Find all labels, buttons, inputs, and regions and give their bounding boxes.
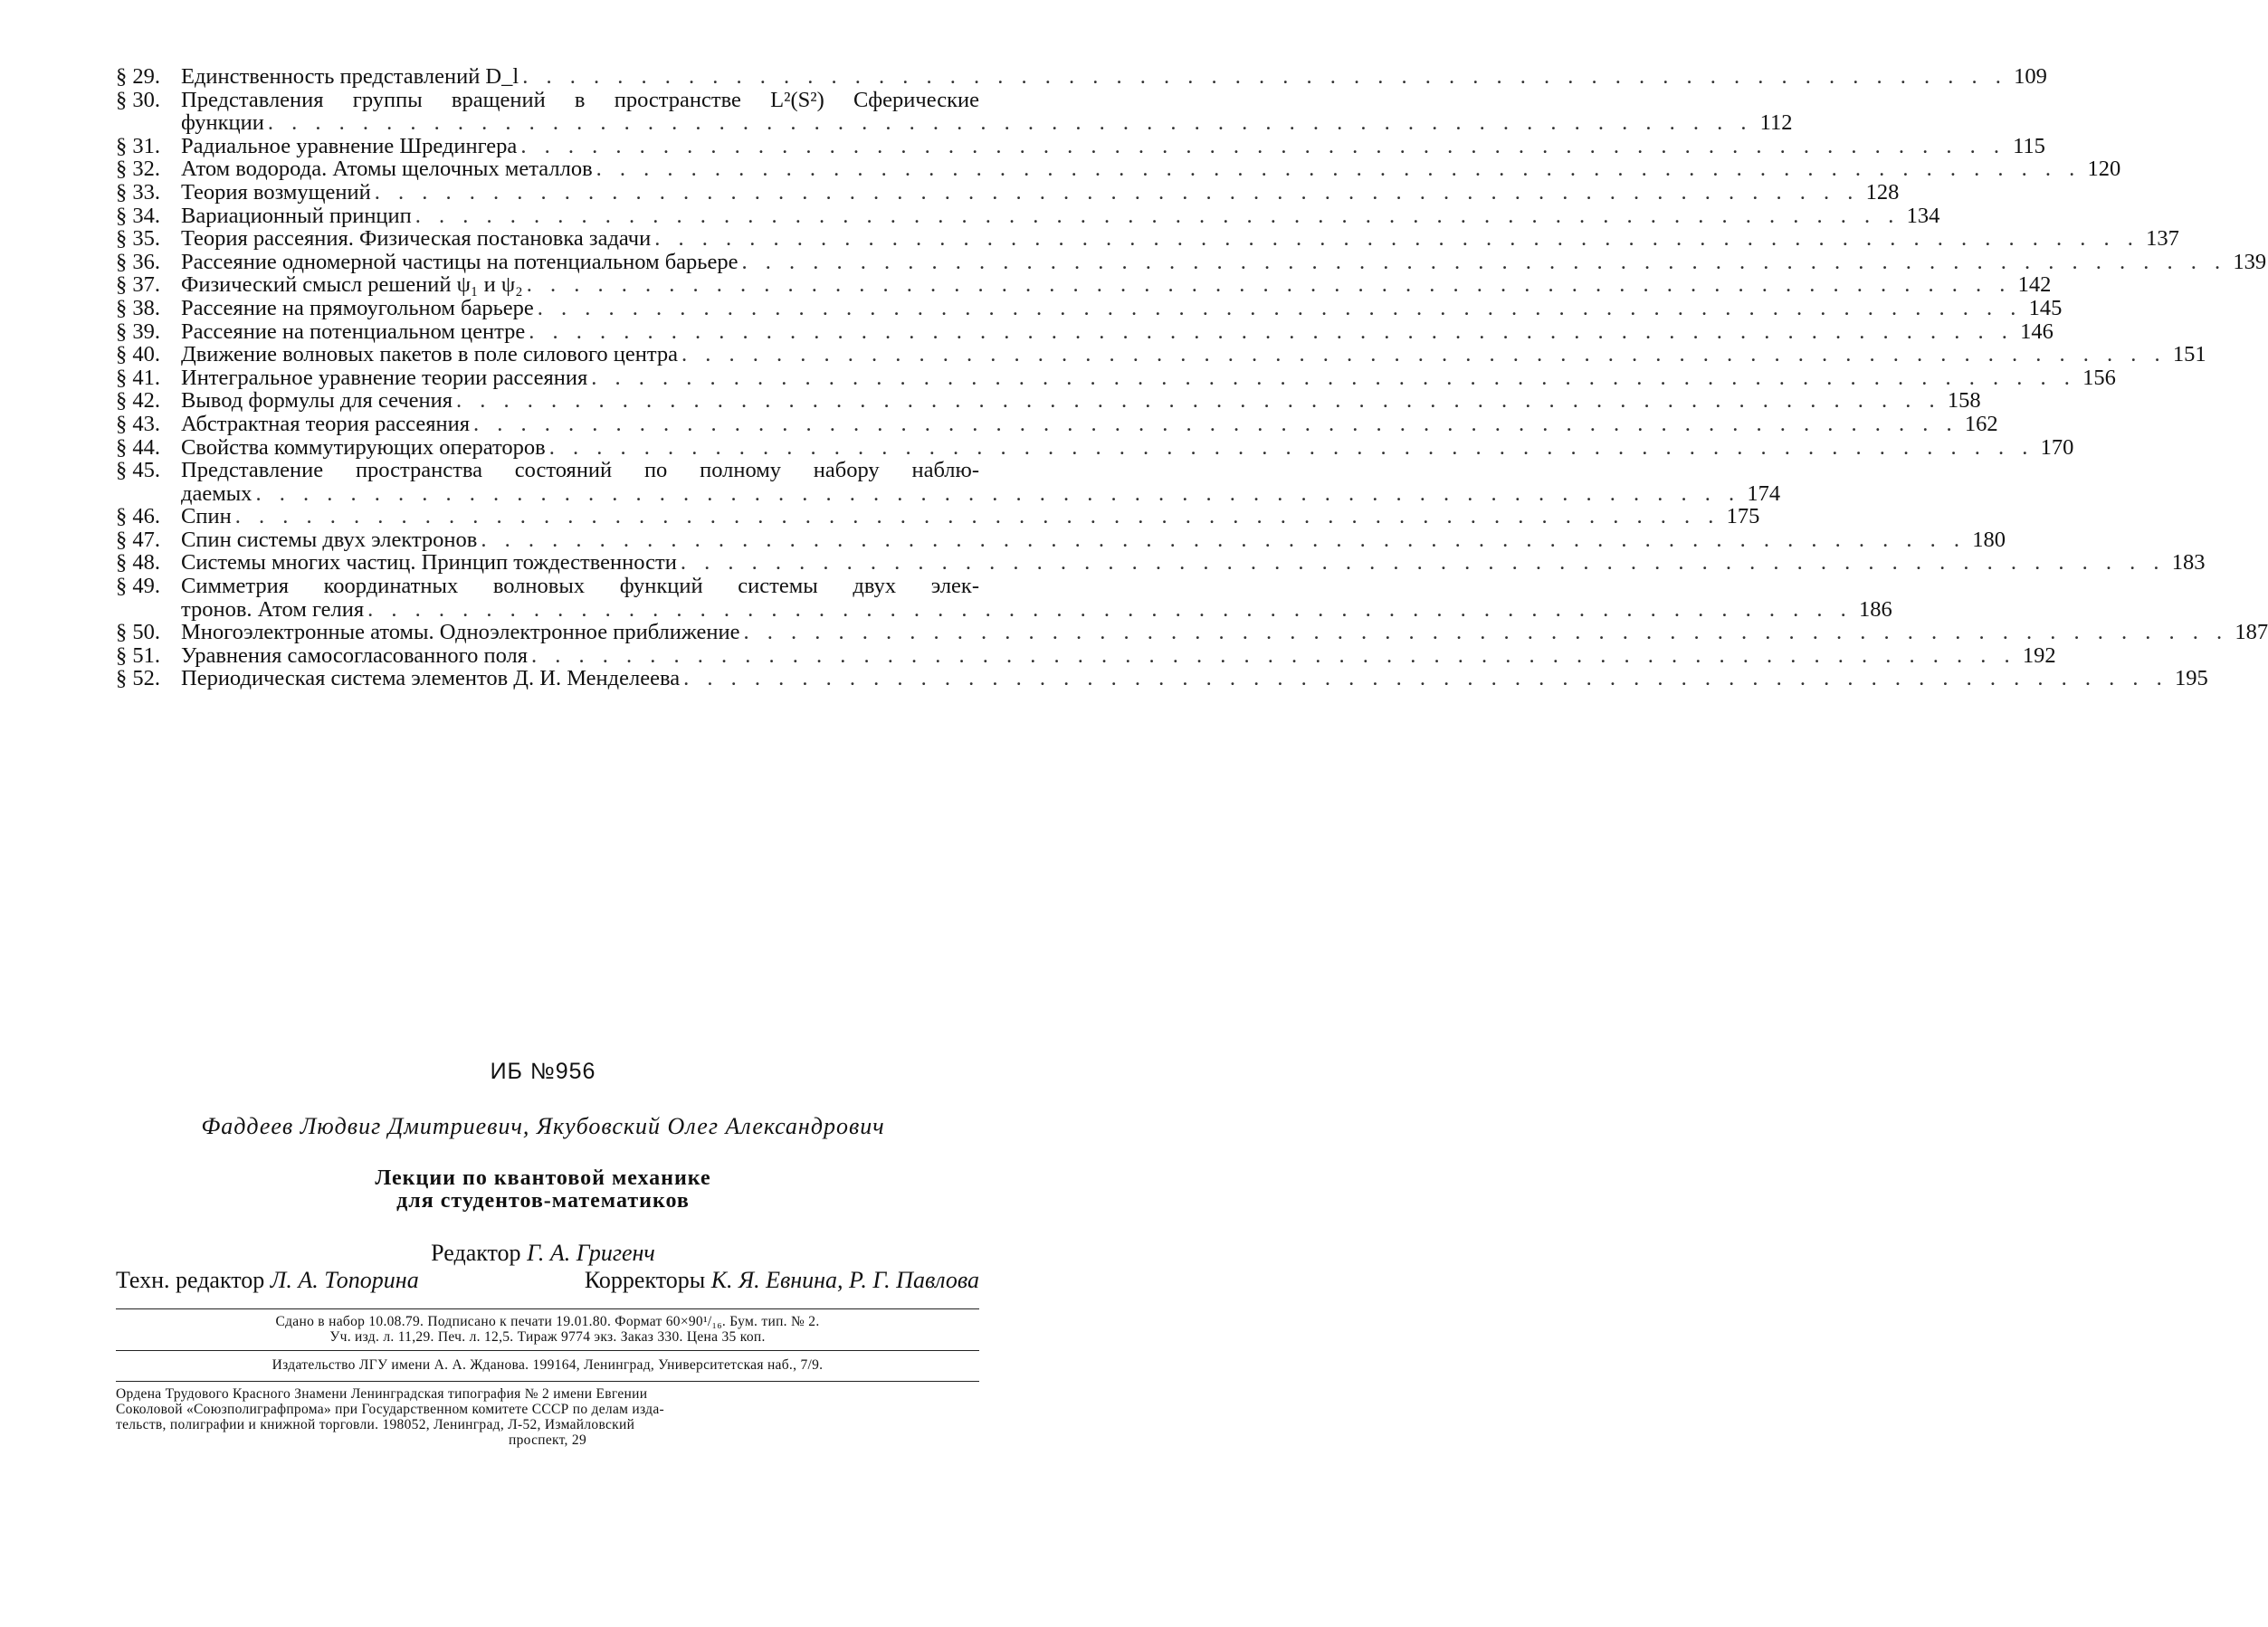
toc-title-line (181, 226, 2179, 252)
tech-editor-name: Л. А. Топорина (270, 1267, 419, 1293)
toc-page-number: 151 (2172, 342, 2206, 367)
toc-section-number: § 50. (116, 620, 160, 645)
toc-page-number: 145 (2028, 295, 2063, 320)
toc-entry-body (181, 388, 1981, 414)
print-details-line-1: Сдано в набор 10.08.79. Подписано к печати 19.01.80. Формат 60×90¹/₁₆. Бум. тип. № 2. (275, 1314, 820, 1329)
divider (116, 1308, 979, 1309)
toc-title: Спин системы двух электронов (181, 527, 478, 552)
toc-section-number: § 41. (116, 365, 160, 390)
toc-section-number: § 42. (116, 388, 160, 414)
toc-title: Движение волновых пакетов в поле силового центра (181, 342, 679, 367)
toc-page-number: 192 (2022, 642, 2056, 668)
toc-entry (116, 179, 1900, 205)
toc-page-number: 156 (2082, 365, 2116, 390)
toc-entry (116, 527, 2006, 552)
toc-title-line (181, 295, 2063, 320)
toc-title: тронов. Атом гелия (181, 596, 365, 622)
toc-page-number: 109 (2014, 64, 2047, 89)
toc-title: Вывод формулы для сечения (181, 388, 453, 414)
toc-title-line: Представление пространства состояний по полному набору наблю- (181, 458, 979, 483)
toc-section-number: § 48. (116, 550, 160, 576)
correctors-label: Корректоры (584, 1267, 706, 1293)
toc-page-number: 162 (1964, 411, 1998, 436)
tech-editor-label: Техн. редактор (116, 1267, 265, 1293)
toc-leader-dots (587, 366, 2080, 390)
divider (116, 1350, 979, 1351)
toc-entry-body (181, 434, 2074, 460)
toc-page-number: 175 (1726, 504, 1760, 529)
toc-title: Свойства коммутирующих операторов (181, 434, 546, 460)
toc-leader-dots (523, 273, 2015, 297)
toc-title: Системы многих частиц. Принцип тождественности (181, 550, 677, 576)
toc-section-number: § 49. (116, 574, 160, 599)
toc-title: даемых (181, 480, 253, 506)
toc-section-number: § 40. (116, 342, 160, 367)
toc-title: Атом водорода. Атомы щелочных металлов (181, 157, 593, 182)
toc-title: Вариационный принцип (181, 203, 412, 228)
toc-page-number: 158 (1947, 388, 1981, 414)
toc-entry (116, 574, 1892, 622)
toc-title-line (181, 342, 2206, 367)
toc-page-number: 120 (2087, 157, 2121, 182)
toc-entry-body (181, 295, 2063, 320)
toc-page-number: 112 (1759, 110, 1793, 136)
toc-leader-dots (517, 135, 2009, 158)
toc-section-number: § 44. (116, 434, 160, 460)
toc-page-number: 186 (1859, 596, 1892, 622)
toc-entry (116, 365, 2116, 390)
toc-leader-dots (412, 205, 1904, 228)
toc-section-number: § 34. (116, 203, 160, 228)
toc-leader-dots (453, 389, 1945, 413)
toc-entry (116, 388, 1981, 414)
printer (116, 1386, 979, 1448)
toc-leader-dots (528, 644, 2020, 668)
editor-name: Г. А. Григенч (527, 1240, 655, 1266)
toc-entry-body (181, 249, 2267, 274)
toc-leader-dots (738, 251, 2230, 274)
toc-title-line (181, 110, 1793, 136)
toc-section-number: § 33. (116, 179, 160, 205)
toc-title-line (181, 388, 1981, 414)
toc-entry-body (181, 620, 2268, 645)
toc-leader-dots (739, 621, 2232, 644)
editor (0, 1240, 1086, 1267)
toc-section-number: § 30. (116, 87, 160, 112)
toc-title: Единственность представлений D_l (181, 64, 519, 89)
toc-title: Рассеяние одномерной частицы на потенциальном барьере (181, 249, 739, 274)
toc-page-number: 137 (2146, 226, 2179, 252)
toc-title: Спин (181, 504, 232, 529)
toc-entry (116, 157, 2121, 182)
toc-leader-dots (546, 436, 2038, 460)
toc-entry (116, 342, 2206, 367)
toc-title-line (181, 550, 2206, 576)
book-title (0, 1167, 1086, 1213)
toc-entry (116, 133, 2045, 158)
toc-entry-body (181, 179, 1900, 205)
toc-title-line (181, 203, 1940, 228)
toc-section-number: § 45. (116, 458, 160, 483)
toc-title: Рассеяние на потенциальном центре (181, 319, 526, 344)
toc-title: Абстрактная теория рассеяния (181, 411, 470, 436)
toc-title-line (181, 411, 1998, 436)
printer-line-2: Соколовой «Союзполиграфпрома» при Государственном комитете СССР по делам изда- (116, 1402, 664, 1417)
editor-label: Редактор (431, 1240, 521, 1266)
toc-page-number: 142 (2017, 272, 2052, 298)
toc-page-number: 139 (2233, 249, 2267, 274)
toc-leader-dots (677, 551, 2169, 575)
print-details-line-2: Уч. изд. л. 11,29. Печ. л. 12,5. Тираж 9774 экз. Заказ 330. Цена 35 коп. (329, 1329, 766, 1345)
toc-title: Многоэлектронные атомы. Одноэлектронное приближение (181, 620, 740, 645)
toc-page-number: 180 (1972, 527, 2006, 552)
toc-entry-body (181, 319, 2054, 344)
toc-entry (116, 458, 1781, 506)
toc-entry-body (181, 411, 1998, 436)
toc-entry (116, 620, 2268, 645)
toc-leader-dots (371, 181, 1863, 205)
toc-title: Теория рассеяния. Физическая постановка задачи (181, 226, 652, 252)
toc-entry (116, 642, 2056, 668)
toc-entry (116, 319, 2054, 344)
printer-line-4: проспект, 29 (508, 1432, 587, 1448)
divider (116, 1381, 979, 1382)
toc-section-number: § 51. (116, 642, 160, 668)
toc-entry (116, 272, 2052, 298)
toc-title-line (181, 365, 2116, 390)
correctors-names: К. Я. Евнина, Р. Г. Павлова (710, 1267, 979, 1293)
authors: Фаддеев Людвиг Дмитриевич, Якубовский Олег Александрович (201, 1113, 885, 1139)
toc-entry (116, 249, 2267, 274)
toc-entry-body (181, 504, 1760, 529)
toc-title-line (181, 434, 2074, 460)
toc-title: Периодическая система элементов Д. И. Менделеева (181, 666, 681, 691)
toc-entry-body (181, 226, 2179, 252)
toc-entry-body (181, 527, 2006, 552)
toc-entry (116, 434, 2074, 460)
toc-section-number: § 32. (116, 157, 160, 182)
toc-leader-dots (232, 505, 1724, 528)
toc-section-number: § 31. (116, 133, 160, 158)
toc-title-line: Представления группы вращений в пространстве L²(S²) Сферические (181, 87, 979, 112)
toc-leader-dots (534, 297, 2026, 320)
toc-entry-body (181, 64, 2047, 89)
toc-section-number: § 43. (116, 411, 160, 436)
toc-section-number: § 39. (116, 319, 160, 344)
publisher-line: Издательство ЛГУ имени А. А. Жданова. 199164, Ленинград, Университетская наб., 7/9. (272, 1357, 824, 1373)
toc-leader-dots (651, 227, 2143, 251)
toc-title-line (181, 179, 1900, 205)
toc-entry (116, 203, 1940, 228)
toc-entry (116, 504, 1760, 529)
toc-entry (116, 295, 2063, 320)
toc-entry-body (181, 342, 2206, 367)
toc-section-number: § 36. (116, 249, 160, 274)
toc-page-number: 115 (2013, 133, 2045, 158)
toc-section-number: § 37. (116, 272, 160, 298)
toc-page-number: 170 (2040, 434, 2074, 460)
toc-title-line (181, 596, 1892, 622)
toc-section-number: § 38. (116, 295, 160, 320)
toc-entry-body (181, 157, 2121, 182)
toc-title-line (181, 504, 1760, 529)
toc-title-line (181, 480, 1781, 506)
toc-page-number: 195 (2174, 666, 2208, 691)
toc-entry-body (181, 203, 1940, 228)
book-title-line-1: Лекции по квантовой механике (375, 1166, 711, 1190)
toc-title-line (181, 319, 2054, 344)
ib-number: ИБ №956 (490, 1059, 596, 1084)
toc-title: Радиальное уравнение Шредингера (181, 133, 518, 158)
tech-editor (116, 1267, 419, 1294)
toc-entry (116, 226, 2179, 252)
book-title-line-2: для студентов-математиков (396, 1189, 690, 1213)
toc-page-number: 128 (1865, 179, 1900, 205)
toc-entry-body (181, 365, 2116, 390)
toc-leader-dots (519, 65, 2011, 89)
toc-entry (116, 411, 1998, 436)
publisher (116, 1357, 979, 1373)
toc-title-line (181, 642, 2056, 668)
toc-title-line: Симметрия координатных волновых функций системы двух элек- (181, 574, 979, 599)
toc-title: Интегральное уравнение теории рассеяния (181, 365, 588, 390)
toc-title-line (181, 157, 2121, 182)
toc-entry (116, 550, 2206, 576)
toc-page-number: 134 (1906, 203, 1940, 228)
toc-title-line (181, 620, 2268, 645)
toc-entry (116, 87, 1793, 136)
staff-line (116, 1267, 979, 1294)
toc-title-line (181, 666, 2208, 691)
toc-entry-body (181, 550, 2206, 576)
toc-leader-dots (252, 482, 1744, 506)
toc-title-line (181, 249, 2267, 274)
toc-title: Физический смысл решений ψ₁ и ψ₂ (181, 272, 523, 298)
toc-leader-dots (264, 111, 1757, 135)
toc-title: Теория возмущений (181, 179, 371, 205)
toc-title: Уравнения самосогласованного поля (181, 642, 528, 668)
toc-title-line (181, 133, 2045, 158)
toc-title: функции (181, 110, 264, 136)
toc-title-line (181, 64, 2047, 89)
toc-section-number: § 29. (116, 64, 160, 89)
toc-entry (116, 666, 2208, 691)
toc-section-number: § 35. (116, 226, 160, 252)
printer-line-3: тельств, полиграфии и книжной торговли. 198052, Ленинград, Л-52, Измайловский (116, 1417, 635, 1432)
toc-title-line (181, 527, 2006, 552)
toc-entry-body (181, 666, 2208, 691)
toc-entry-body (181, 574, 1892, 622)
toc-entry-body (181, 272, 2052, 298)
toc-entry-body (181, 642, 2056, 668)
toc-leader-dots (364, 598, 1856, 622)
table-of-contents (116, 64, 2268, 691)
toc-leader-dots (470, 413, 1962, 436)
toc-page-number: 183 (2171, 550, 2206, 576)
toc-entry-body (181, 133, 2045, 158)
toc-entry-body (181, 458, 1781, 506)
toc-section-number: § 47. (116, 527, 160, 552)
toc-title-line (181, 272, 2052, 298)
toc-section-number: § 52. (116, 666, 160, 691)
toc-page-number: 146 (2020, 319, 2054, 344)
toc-leader-dots (477, 528, 1969, 552)
printer-line-1: Ордена Трудового Красного Знамени Ленинградская типография № 2 имени Евгении (116, 1386, 648, 1402)
toc-leader-dots (593, 157, 2085, 181)
toc-page-number: 187 (2235, 620, 2268, 645)
correctors (585, 1267, 979, 1294)
toc-entry (116, 64, 2047, 89)
toc-page-number: 174 (1747, 480, 1781, 506)
toc-section-number: § 46. (116, 504, 160, 529)
print-details (116, 1314, 979, 1345)
toc-leader-dots (525, 320, 2017, 344)
toc-leader-dots (680, 667, 2172, 690)
toc-entry-body (181, 87, 1793, 136)
toc-leader-dots (678, 343, 2170, 366)
toc-title: Рассеяние на прямоугольном барьере (181, 295, 534, 320)
